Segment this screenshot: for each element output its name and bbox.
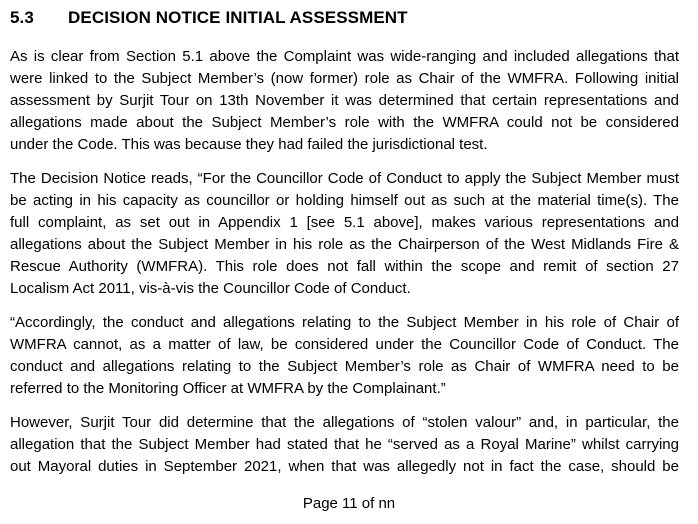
paragraph-line: WMFRA cannot, as a matter of law, be considered under the Councillor Code of Conduct. The [10, 336, 679, 353]
paragraph-line: As is clear from Section 5.1 above the Complaint was wide-ranging and included allegations that [10, 48, 679, 65]
paragraph-line: allegations about the Subject Member in his role as the Chairperson of the West Midlands Fire & [10, 236, 679, 253]
paragraph-line: referred to the Monitoring Officer at WMFRA by the Complainant.” [10, 380, 446, 397]
section-number: 5.3 [10, 8, 34, 27]
paragraph-line: assessment by Surjit Tour on 13th November it was determined that certain representations and [10, 92, 679, 109]
paragraph-line: “Accordingly, the conduct and allegations relating to the Subject Member in his role of Chair of [10, 314, 679, 331]
page-footer [0, 494, 698, 514]
paragraph-decision-notice [10, 168, 679, 300]
page-number: Page 11 of nn [302, 495, 396, 512]
paragraph-line: out Mayoral duties in September 2021, when that was allegedly not in fact the case, should be [10, 458, 679, 475]
paragraph-line: However, Surjit Tour did determine that the allegations of “stolen valour” and, in particular, the [10, 414, 679, 431]
paragraph-line: be acting in his capacity as councillor or holding himself out as such at the material time(s). The [10, 192, 679, 209]
paragraph-line: under the Code. This was because they had failed the jurisdictional test. [10, 136, 488, 153]
section-heading [10, 8, 408, 28]
section-title: DECISION NOTICE INITIAL ASSESSMENT [68, 8, 408, 27]
paragraph-initial-assessment [10, 46, 679, 156]
paragraph-line: The Decision Notice reads, “For the Councillor Code of Conduct to apply the Subject Member must [10, 170, 679, 187]
paragraph-accordingly [10, 312, 679, 400]
paragraph-line: allegations made about the Subject Member’s role with the WMFRA could not be considered [10, 114, 679, 131]
paragraph-line: full complaint, as set out in Appendix 1 [see 5.1 above], makes various representations and [10, 214, 679, 231]
paragraph-line: Localism Act 2011, vis-à-vis the Councillor Code of Conduct. [10, 280, 411, 297]
paragraph-line: Rescue Authority (WMFRA). This role does not fall within the scope and remit of section 27 [10, 258, 679, 275]
paragraph-line: allegation that the Subject Member had stated that he “served as a Royal Marine” whilst carrying [10, 436, 679, 453]
paragraph-line: were linked to the Subject Member’s (now former) role as Chair of the WMFRA. Following initial [10, 70, 679, 87]
paragraph-line: conduct and allegations relating to the Subject Member’s role as Chair of WMFRA need to be [10, 358, 679, 375]
paragraph-however [10, 412, 679, 478]
